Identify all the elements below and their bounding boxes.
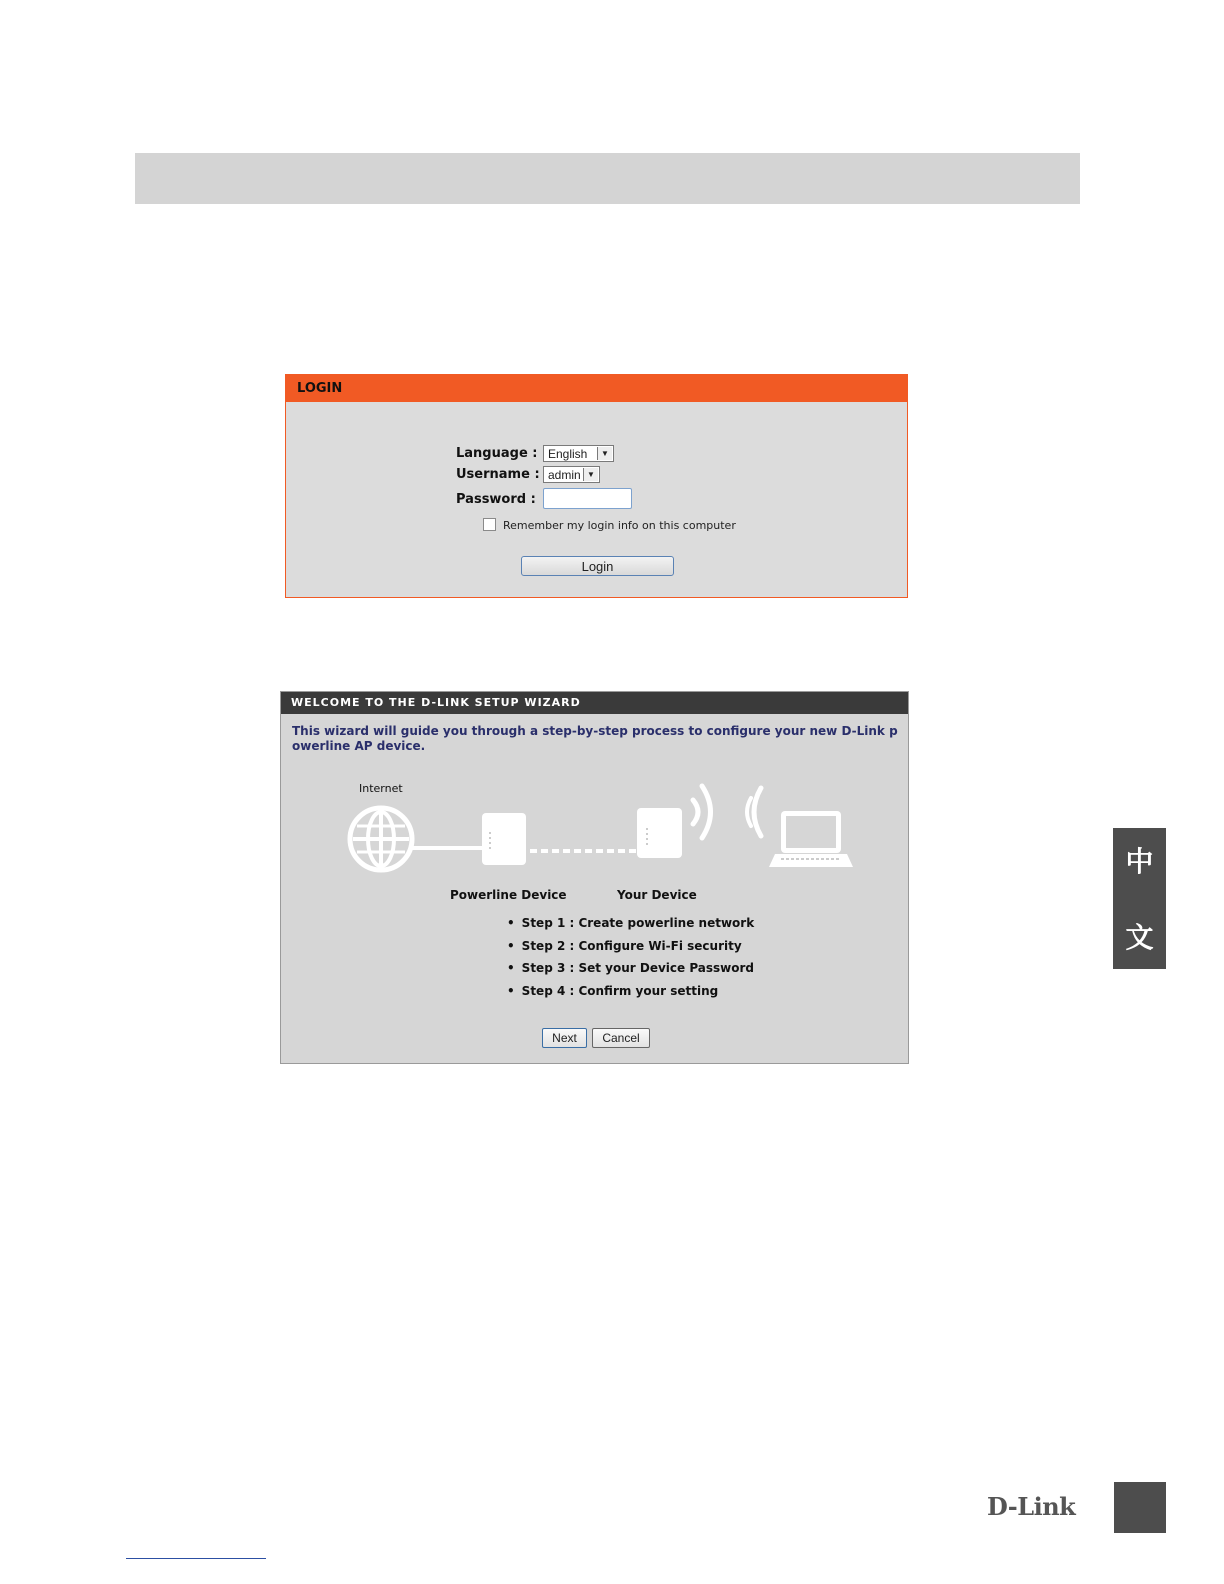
language-select[interactable] (543, 445, 614, 462)
list-item: • Step 1 : Create powerline network (507, 916, 754, 939)
network-diagram (281, 692, 908, 922)
section-header-band (135, 153, 1080, 204)
chevron-down-icon: ▼ (597, 447, 612, 460)
language-side-tab (1113, 828, 1166, 969)
next-button[interactable]: Next (542, 1028, 587, 1048)
internet-label: Internet (359, 782, 403, 795)
powerline-device-icon (482, 813, 526, 865)
remember-checkbox[interactable] (483, 518, 496, 531)
dlink-logo: D-Link (987, 1492, 1076, 1521)
wizard-title: WELCOME TO THE D-LINK SETUP WIZARD (281, 692, 908, 714)
side-tab-char-2: 文 (1125, 921, 1154, 954)
wizard-intro: This wizard will guide you through a step-by-step process to configure your new D-Link powerline AP device. (292, 724, 898, 753)
page-number-box (1114, 1482, 1166, 1533)
password-input[interactable] (543, 488, 632, 509)
laptop-icon (769, 811, 853, 867)
username-value: admin (548, 468, 581, 482)
login-title: LOGIN (286, 375, 907, 402)
wifi-signal-icon (693, 786, 761, 838)
steps-list (507, 916, 754, 1006)
remember-label: Remember my login info on this computer (503, 519, 736, 532)
side-tab-char-1: 中 (1125, 845, 1154, 878)
username-label: Username : (456, 467, 540, 482)
powerline-device-label: Powerline Device (450, 888, 567, 902)
chevron-down-icon: ▼ (583, 468, 598, 481)
list-item: • Step 2 : Configure Wi-Fi security (507, 939, 754, 962)
cancel-button[interactable]: Cancel (592, 1028, 650, 1048)
your-device-label: Your Device (617, 888, 697, 902)
password-label: Password : (456, 492, 536, 507)
language-label: Language : (456, 446, 538, 461)
language-value: English (548, 447, 588, 461)
list-item: • Step 4 : Confirm your setting (507, 984, 754, 1007)
globe-icon (350, 808, 412, 870)
login-panel (285, 374, 908, 598)
list-item: • Step 3 : Set your Device Password (507, 961, 754, 984)
footer-rule (126, 1558, 266, 1559)
setup-wizard-panel (280, 691, 909, 1064)
login-button[interactable]: Login (521, 556, 674, 576)
your-device-icon (637, 808, 682, 858)
username-select[interactable] (543, 466, 600, 483)
